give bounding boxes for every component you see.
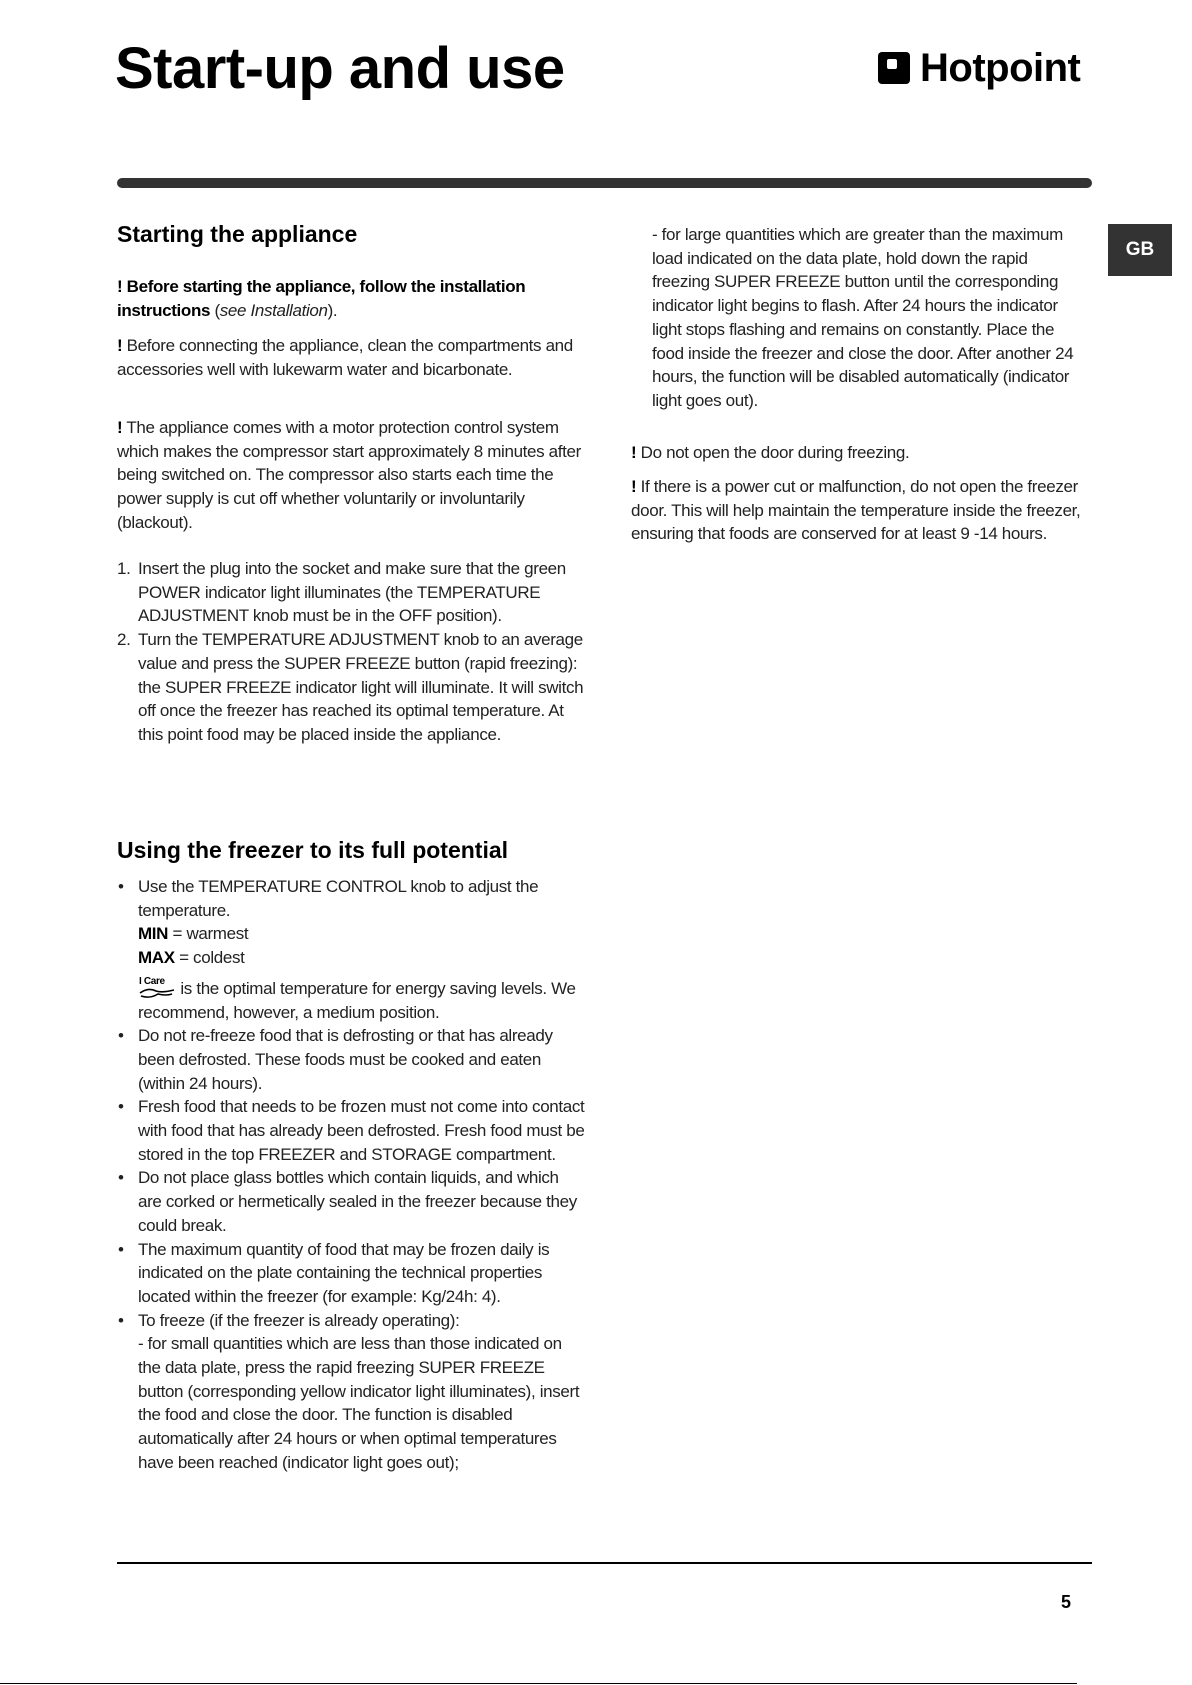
exclamation-mark: !: [117, 336, 123, 355]
page-title: Start-up and use: [115, 36, 565, 101]
note-text: Before connecting the appliance, clean the compartments and accessories well with lukewarm water and bicarbonate.: [117, 336, 573, 379]
language-tab: GB: [1108, 224, 1172, 276]
icare-text: is the optimal temperature for energy saving levels. We recommend, however, a medium position.: [138, 978, 576, 1022]
footer-divider: [117, 1562, 1092, 1564]
step-text: Turn the TEMPERATURE ADJUSTMENT knob to an average value and press the SUPER FREEZE button (rapid freezing): the SUPER FREEZE indicator light will illuminate. It will switch off once the freezer has reached its optimal temperature. At this point food may be placed inside the appliance.: [138, 630, 584, 744]
list-item: [117, 1166, 585, 1237]
section-heading-freezer: Using the freezer to its full potential: [117, 837, 509, 863]
paren-close: ).: [327, 300, 338, 320]
warning-bold: ! Before starting the appliance, follow the installation instructions: [117, 277, 526, 320]
list-item: [117, 1309, 585, 1475]
freezer-tips: [117, 875, 585, 1475]
header-divider: [117, 178, 1092, 188]
min-text: = warmest: [168, 924, 249, 944]
min-label: MIN: [138, 924, 169, 944]
note-text: Do not open the door during freezing.: [636, 443, 910, 462]
list-item: [117, 1024, 585, 1095]
motor-protection-note: [117, 416, 585, 535]
tip-text: Fresh food that needs to be frozen must not come into contact with food that has already been defrosted. Fresh food must be stored in the top FREEZER and STORAGE compartment.: [138, 1097, 585, 1164]
i-care-icon: [138, 974, 176, 1000]
temp-intro: Use the TEMPERATURE CONTROL knob to adjust the temperature.: [138, 877, 539, 920]
page-edge-line: [0, 1683, 1077, 1684]
tip-text: The maximum quantity of food that may be frozen daily is indicated on the plate containing the technical properties located within the freezer (for example: Kg/24h: 4).: [138, 1239, 550, 1306]
list-item: [117, 875, 585, 1024]
note-text: The appliance comes with a motor protection control system which makes the compressor start approximately 8 minutes after being switched on. The compressor also starts each time the power supply is cut off whether voluntarily or involuntarily (blackout).: [117, 418, 581, 532]
startup-steps: [117, 557, 585, 747]
cleaning-note: [117, 334, 585, 381]
bullet: •: [118, 1239, 124, 1259]
exclamation-mark: !: [631, 443, 637, 462]
bullet: •: [118, 1168, 124, 1188]
brand-logo: [878, 48, 1080, 88]
bullet: •: [118, 877, 124, 896]
brand-name: Hotpoint: [920, 46, 1081, 90]
installation-ref: see Installation: [219, 300, 328, 320]
exclamation-mark: !: [631, 477, 637, 496]
step-number: 2.: [117, 630, 131, 650]
power-cut-note: [631, 475, 1081, 546]
exclamation-mark: !: [117, 418, 123, 437]
installation-warning: [117, 275, 585, 322]
step-text: Insert the plug into the socket and make sure that the green POWER indicator light illuminates (the TEMPERATURE ADJUSTMENT knob must be in the OFF position).: [138, 559, 566, 626]
note-text: If there is a power cut or malfunction, do not open the freezer door. This will help maintain the temperature inside the freezer, ensuring that foods are conserved for at least 9 -14 hours.: [631, 477, 1081, 544]
max-label: MAX: [138, 948, 175, 968]
bullet: •: [118, 1097, 124, 1117]
paren-open: (: [210, 300, 220, 320]
bullet: •: [118, 1310, 124, 1330]
tip-text: Do not re-freeze food that is defrosting or that has already been defrosted. These foods must be cooked and eaten (within 24 hours).: [138, 1026, 553, 1093]
hotpoint-logo-icon: [878, 52, 910, 84]
section-heading-starting: Starting the appliance: [117, 221, 358, 247]
svg-text:I Care: I Care: [139, 975, 165, 987]
max-text: = coldest: [174, 948, 245, 968]
bullet: •: [118, 1026, 124, 1046]
freeze-small-quantities: - for small quantities which are less than those indicated on the data plate, press the rapid freezing SUPER FREEZE button (corresponding yellow indicator light illuminates), insert the food and close the door. The function is disabled automatically after 24 hours or when optimal temperatures have been reached (indicator light goes out);: [138, 1334, 580, 1472]
freeze-intro: To freeze (if the freezer is already operating):: [138, 1310, 460, 1330]
list-item: [117, 1095, 585, 1166]
door-freezing-note: [631, 441, 1081, 465]
step-item: [117, 628, 585, 747]
tip-text: Do not place glass bottles which contain liquids, and which are corked or hermetically sealed in the freezer because they could break.: [138, 1168, 577, 1235]
list-item: [117, 1238, 585, 1309]
freeze-large-quantities: - for large quantities which are greater than the maximum load indicated on the data plate, hold down the rapid freezing SUPER FREEZE button until the corresponding indicator light begins to flash. After 24 hours the indicator light stops flashing and remains on constantly. Place the food inside the freezer and close the door. After another 24 hours, the function will be disabled automatically (indicator light goes out).: [652, 225, 1074, 410]
page-number: 5: [1061, 1592, 1072, 1612]
step-item: [117, 557, 585, 628]
step-number: 1.: [117, 559, 131, 578]
